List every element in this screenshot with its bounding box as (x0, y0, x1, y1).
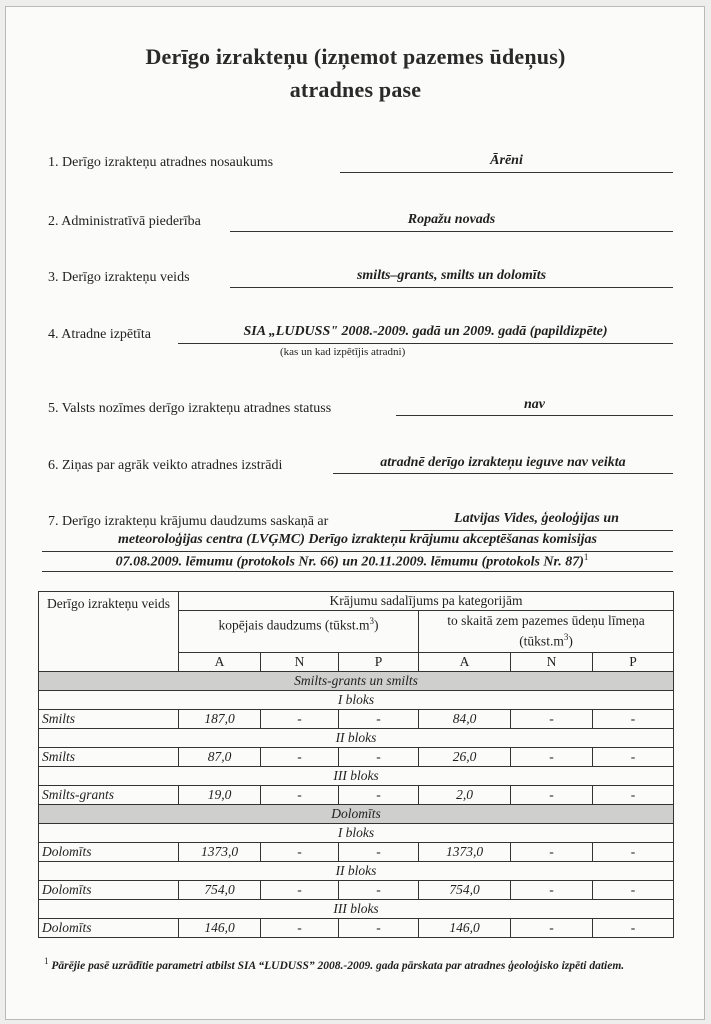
cell-a-total: 187,0 (179, 709, 261, 728)
cell-n-total: - (261, 785, 339, 804)
field-5-label: 5. Valsts nozīmes derīgo izrakteņu atradnes statuss (48, 401, 332, 416)
header-total-text: kopējais daudzums (tūkst.m (218, 617, 370, 633)
cell-p-below: - (593, 880, 674, 899)
cell-n-below: - (511, 785, 593, 804)
cell-n-below: - (511, 709, 593, 728)
reserves-table (38, 591, 674, 938)
cell-p-below: - (593, 747, 674, 766)
cell-n-total: - (261, 842, 339, 861)
cell-a-below: 84,0 (419, 709, 511, 728)
row-type: Dolomīts (39, 880, 179, 899)
field-7-value-line2: meteoroloģijas centra (LVĢMC) Derīgo izrakteņu krājumu akceptēšanas komisijas (117, 532, 597, 547)
header-total-end: ) (374, 617, 379, 633)
field-4-label: 4. Atradne izpētīta (48, 327, 152, 342)
cell-a-below: 2,0 (419, 785, 511, 804)
table-row (39, 918, 674, 937)
cell-a-below: 1373,0 (419, 842, 511, 861)
field-6-value: atradnē derīgo izrakteņu ieguve nav veikta (380, 455, 626, 470)
table-row (39, 842, 674, 861)
field-4-value: SIA „LUDUSS" 2008.-2009. gadā un 2009. gadā (papildizpēte) (243, 324, 608, 339)
field-7-value-line3-text: 07.08.2009. lēmumu (protokols Nr. 66) un 20.11.2009. lēmumu (protokols Nr. 87) (115, 554, 584, 570)
field-5-line (396, 415, 673, 416)
field-4-line (178, 343, 673, 344)
block-row (39, 766, 674, 785)
header-total-amount (179, 611, 419, 653)
field-1-value: Ārēni (490, 153, 523, 168)
table-header-row-1 (39, 592, 674, 611)
block-name: II bloks (39, 861, 674, 880)
block-row (39, 728, 674, 747)
field-7-line-1 (400, 530, 673, 531)
block-row (39, 823, 674, 842)
cell-n-below: - (511, 747, 593, 766)
cell-a-total: 1373,0 (179, 842, 261, 861)
footnote-text: Pārējie pasē uzrādītie parametri atbilst SIA “LUDUSS” 2008.-2009. gada pārskata par atradnes ģeoloģisko izpēti datiem. (51, 959, 625, 972)
table-row (39, 747, 674, 766)
footnote-ref: 1 (583, 552, 589, 562)
table-row (39, 709, 674, 728)
header-below-sup: 3 (563, 632, 569, 642)
field-3-label: 3. Derīgo izrakteņu veids (48, 270, 190, 285)
cell-a-below: 26,0 (419, 747, 511, 766)
field-7-label: 7. Derīgo izrakteņu krājumu daudzums saskaņā ar (48, 514, 329, 529)
block-row (39, 899, 674, 918)
header-below-end: ) (568, 633, 573, 649)
field-5-value: nav (524, 397, 545, 412)
category-n-below: N (511, 652, 593, 671)
cell-a-below: 754,0 (419, 880, 511, 899)
cell-p-total: - (339, 880, 419, 899)
row-type: Dolomīts (39, 842, 179, 861)
group-name: Smilts-grants un smilts (39, 671, 674, 690)
field-6-line (333, 473, 673, 474)
table-row (39, 880, 674, 899)
block-name: III bloks (39, 899, 674, 918)
cell-p-total: - (339, 709, 419, 728)
field-1-line (340, 172, 673, 173)
row-type: Smilts (39, 709, 179, 728)
field-7-value-line1: Latvijas Vides, ģeoloģijas un (454, 511, 619, 526)
cell-p-below: - (593, 709, 674, 728)
field-7-line-3 (42, 571, 673, 572)
document-title-line2: atradnes pase (289, 77, 422, 102)
category-a-total: A (179, 652, 261, 671)
row-type: Dolomīts (39, 918, 179, 937)
field-3-value: smilts–grants, smilts un dolomīts (356, 268, 547, 283)
cell-a-total: 146,0 (179, 918, 261, 937)
cell-n-below: - (511, 880, 593, 899)
document-title-line1: Derīgo izrakteņu (izņemot pazemes ūdeņus) (145, 44, 566, 69)
field-2-line (230, 231, 673, 232)
cell-p-total: - (339, 918, 419, 937)
footnote (44, 953, 664, 974)
group-row (39, 804, 674, 823)
cell-a-total: 19,0 (179, 785, 261, 804)
category-p-below: P (593, 652, 674, 671)
cell-n-total: - (261, 709, 339, 728)
header-categories-span: Krājumu sadalījums pa kategorijām (179, 592, 674, 611)
category-p-total: P (339, 652, 419, 671)
row-type: Smilts-grants (39, 785, 179, 804)
block-row (39, 861, 674, 880)
header-below-groundwater (419, 611, 674, 653)
cell-n-total: - (261, 918, 339, 937)
field-2-label: 2. Administratīvā piederība (48, 214, 201, 229)
field-4-hint: (kas un kad izpētījis atradni) (280, 346, 406, 358)
table-row (39, 785, 674, 804)
header-total-sup: 3 (369, 616, 375, 626)
cell-n-total: - (261, 747, 339, 766)
category-n-total: N (261, 652, 339, 671)
cell-p-total: - (339, 785, 419, 804)
field-2-value: Ropažu novads (407, 212, 496, 227)
block-name: II bloks (39, 728, 674, 747)
group-name: Dolomīts (39, 804, 674, 823)
header-below-text: to skaitā zem pazemes ūdeņu līmeņa (tūkst.m (447, 613, 645, 649)
category-a-below: A (419, 652, 511, 671)
field-1-label: 1. Derīgo izrakteņu atradnes nosaukums (48, 155, 274, 170)
field-3-line (230, 287, 673, 288)
block-name: III bloks (39, 766, 674, 785)
cell-n-total: - (261, 880, 339, 899)
field-6-label: 6. Ziņas par agrāk veikto atradnes izstrādi (48, 458, 283, 473)
cell-a-total: 754,0 (179, 880, 261, 899)
cell-p-total: - (339, 842, 419, 861)
cell-a-total: 87,0 (179, 747, 261, 766)
cell-p-total: - (339, 747, 419, 766)
block-row (39, 690, 674, 709)
cell-p-below: - (593, 918, 674, 937)
header-mineral-type: Derīgo izrakteņu veids (39, 592, 179, 672)
row-type: Smilts (39, 747, 179, 766)
field-7-value-line3 (42, 552, 662, 571)
footnote-mark: 1 (44, 956, 49, 966)
cell-a-below: 146,0 (419, 918, 511, 937)
group-row (39, 671, 674, 690)
block-name: I bloks (39, 823, 674, 842)
cell-n-below: - (511, 842, 593, 861)
block-name: I bloks (39, 690, 674, 709)
cell-p-below: - (593, 842, 674, 861)
cell-n-below: - (511, 918, 593, 937)
cell-p-below: - (593, 785, 674, 804)
